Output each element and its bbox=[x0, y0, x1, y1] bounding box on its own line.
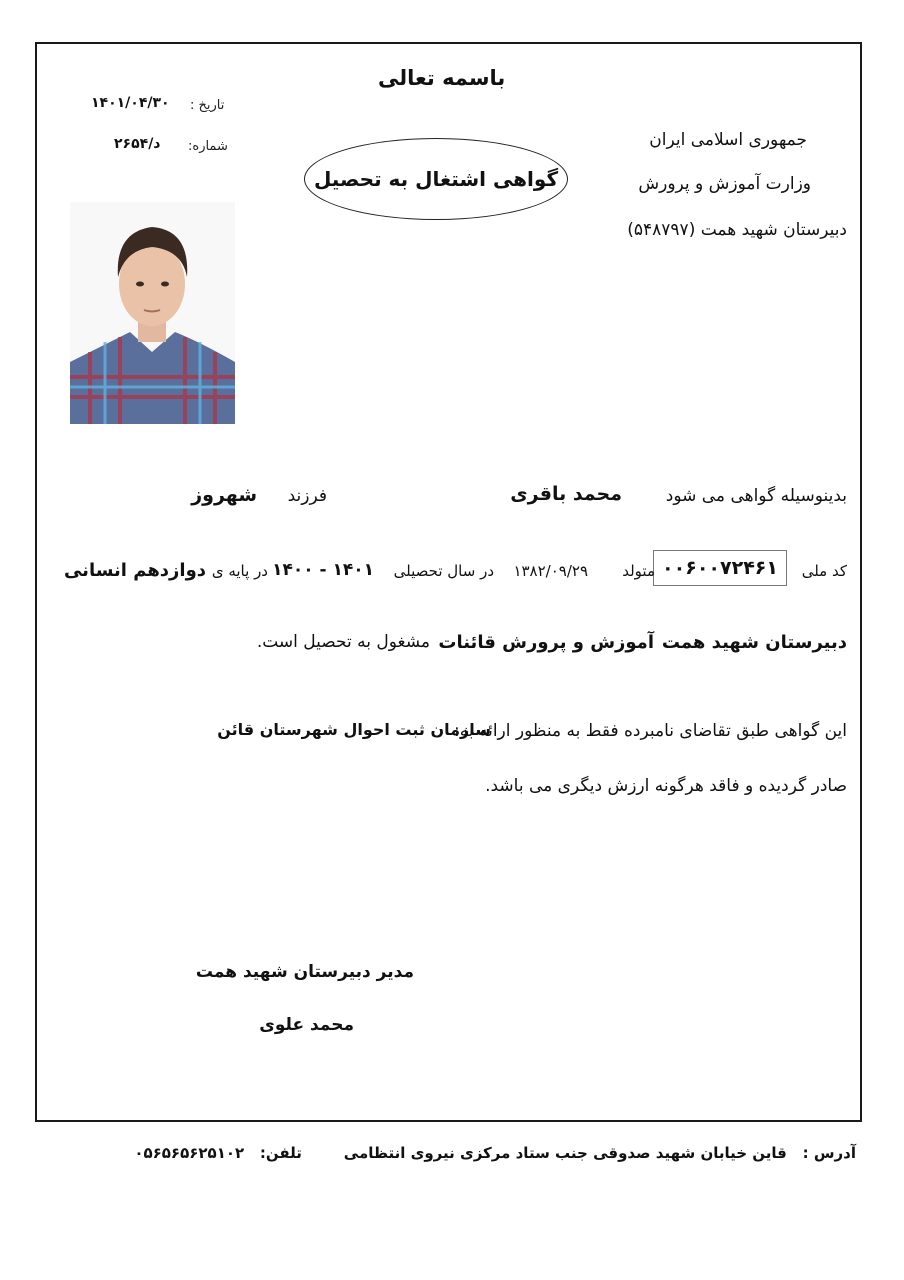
district-name: آموزش و پرورش قائنات bbox=[438, 632, 654, 653]
school-year: ۱۴۰۱ - ۱۴۰۰ bbox=[272, 560, 374, 580]
student-name: محمد باقری bbox=[510, 483, 622, 505]
school-year-label: در سال تحصیلی bbox=[393, 562, 494, 580]
validity-text: صادر گردیده و فاقد هرگونه ارزش دیگری می باشد. bbox=[485, 776, 847, 796]
national-id-box: ۰۰۶۰۰۷۲۴۶۱ bbox=[653, 550, 787, 586]
phone-value: ۰۵۶۵۶۵۶۲۵۱۰۲ bbox=[134, 1144, 245, 1162]
father-name: شهروز bbox=[191, 484, 257, 506]
purpose-intro: این گواهی طبق تقاضای نامبرده فقط به منظور ارائه به: bbox=[454, 721, 847, 741]
school-name: دبیرستان شهید همت bbox=[661, 632, 847, 653]
student-photo bbox=[70, 202, 235, 424]
national-id-box-wrap bbox=[653, 550, 787, 586]
date-label: تاریخ : bbox=[190, 98, 225, 113]
certificate-title: گواهی اشتغال به تحصیل bbox=[313, 167, 559, 191]
born-label: متولد bbox=[622, 562, 655, 580]
number-value: د/۲۶۵۴ bbox=[114, 136, 161, 152]
recipient: سازمان ثبت احوال شهرستان قائن bbox=[217, 720, 491, 739]
signature-title: مدیر دبیرستان شهید همت bbox=[195, 962, 414, 982]
child-of-label: فرزند bbox=[287, 486, 327, 506]
footer-address-line bbox=[134, 1144, 856, 1162]
org-school: دبیرستان شهید همت (۵۴۸۷۹۷) bbox=[627, 220, 847, 240]
birth-date: ۱۳۸۲/۰۹/۲۹ bbox=[513, 562, 588, 580]
phone-label: تلفن: bbox=[259, 1144, 302, 1162]
title-oval bbox=[304, 138, 568, 220]
national-id-label: کد ملی bbox=[801, 562, 847, 580]
signature-name: محمد علوی bbox=[259, 1015, 354, 1035]
address-label: آدرس : bbox=[802, 1144, 856, 1162]
studying-text: مشغول به تحصیل است. bbox=[256, 632, 430, 652]
basmala-heading: باسمه تعالی bbox=[378, 66, 506, 90]
student-photo-icon bbox=[70, 202, 235, 424]
grade-label: در پایه ی bbox=[211, 562, 268, 580]
org-country: جمهوری اسلامی ایران bbox=[649, 130, 807, 150]
org-ministry: وزارت آموزش و پرورش bbox=[638, 174, 811, 194]
intro-text: بدینوسیله گواهی می شود bbox=[665, 486, 847, 506]
grade: دوازدهم انسانی bbox=[63, 560, 206, 581]
number-label: شماره: bbox=[188, 139, 228, 154]
address-value: قاین خیابان شهید صدوقی جنب ستاد مرکزی نیروی انتظامی bbox=[343, 1144, 787, 1162]
date-value: ۱۴۰۱/۰۴/۳۰ bbox=[91, 95, 170, 111]
